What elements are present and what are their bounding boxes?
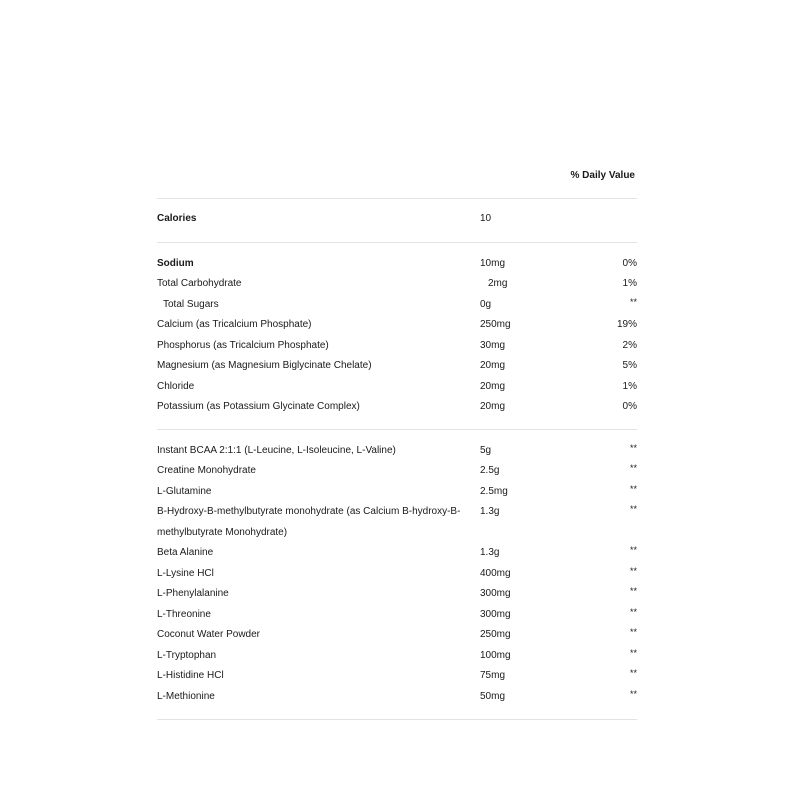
- nutrient-name: Total Carbohydrate: [157, 278, 242, 289]
- ingredient-row: [157, 482, 637, 503]
- ingredient-amount: 1.3g: [480, 547, 500, 558]
- nutrient-daily-value: 5%: [622, 360, 637, 371]
- nutrient-row: [157, 377, 637, 398]
- ingredient-daily-value: **: [629, 668, 637, 678]
- ingredient-row: [157, 543, 637, 564]
- ingredient-name: L-Threonine: [157, 608, 211, 620]
- nutrient-row: [157, 356, 637, 377]
- ingredient-amount: 5g: [480, 444, 492, 456]
- ingredient-row: [157, 687, 637, 708]
- supplement-facts-panel: [157, 166, 637, 720]
- nutrient-row: [157, 254, 637, 275]
- ingredient-row: [157, 605, 637, 626]
- ingredient-daily-value: **: [629, 545, 637, 555]
- ingredient-amount: 250mg: [480, 629, 511, 640]
- ingredient-amount: 100mg: [480, 649, 511, 661]
- ingredient-row: [157, 666, 637, 687]
- ingredient-daily-value: **: [629, 688, 637, 699]
- ingredient-daily-value: **: [629, 606, 637, 617]
- ingredient-name: L-Histidine HCl: [157, 670, 224, 681]
- ingredient-amount: 75mg: [480, 670, 506, 681]
- nutrient-amount: 20mg: [480, 401, 506, 412]
- divider: [157, 719, 637, 720]
- ingredient-name: Coconut Water Powder: [157, 629, 261, 640]
- nutrient-amount: 250mg: [480, 319, 511, 330]
- calories-row: [157, 209, 637, 230]
- nutrient-daily-value: 1%: [622, 380, 637, 392]
- nutrient-name: Magnesium (as Magnesium Biglycinate Chelate): [157, 360, 372, 371]
- nutrient-daily-value: 2%: [622, 339, 637, 351]
- ingredient-row: [157, 441, 637, 462]
- nutrient-amount: 2mg: [488, 278, 508, 289]
- nutrient-daily-value: 0%: [622, 401, 637, 412]
- ingredient-name: Creatine Monohydrate: [157, 465, 256, 476]
- nutrient-amount: 30mg: [480, 339, 506, 351]
- ingredient-name: Beta Alanine: [157, 547, 214, 558]
- ingredient-name: B-Hydroxy-B-methylbutyrate monohydrate (as Calcium B-hydroxy-B-methylbutyrate Monohydrate): [157, 506, 461, 538]
- ingredient-row: [157, 625, 637, 646]
- ingredient-name: L-Tryptophan: [157, 649, 217, 661]
- nutrient-name: Chloride: [157, 380, 195, 392]
- nutrient-row: [157, 397, 637, 418]
- ingredient-daily-value: **: [629, 442, 637, 453]
- ingredient-name: Instant BCAA 2:1:1 (L-Leucine, L-Isoleucine, L-Valine): [157, 444, 396, 456]
- ingredient-amount: 2.5g: [480, 465, 500, 476]
- ingredient-amount: 1.3g: [480, 506, 500, 517]
- ingredient-daily-value: **: [629, 647, 637, 658]
- nutrient-daily-value: **: [629, 296, 637, 307]
- nutrient-row: [157, 336, 637, 357]
- ingredient-row: [157, 461, 637, 482]
- nutrient-name: Sodium: [157, 257, 194, 269]
- nutrient-daily-value: 1%: [622, 278, 637, 289]
- ingredient-daily-value: **: [629, 586, 637, 596]
- ingredient-row: [157, 564, 637, 585]
- calories-label: Calories: [157, 213, 197, 224]
- ingredient-row: [157, 584, 637, 605]
- ingredient-name: L-Methionine: [157, 690, 215, 702]
- ingredient-daily-value: **: [629, 483, 637, 494]
- ingredient-amount: 2.5mg: [480, 485, 508, 497]
- nutrient-amount: 20mg: [480, 360, 506, 371]
- ingredient-row: [157, 502, 637, 543]
- nutrient-amount: 0g: [480, 298, 492, 310]
- nutrient-row: [157, 315, 637, 336]
- ingredient-name: L-Glutamine: [157, 485, 212, 497]
- nutrient-name: Calcium (as Tricalcium Phosphate): [157, 319, 312, 330]
- nutrient-daily-value: 19%: [616, 319, 637, 330]
- daily-value-header: % Daily Value: [570, 170, 635, 181]
- nutrient-amount: 10mg: [480, 257, 506, 269]
- ingredient-daily-value: **: [629, 504, 637, 514]
- nutrient-row: [157, 274, 637, 295]
- ingredient-daily-value: **: [629, 565, 637, 576]
- nutrient-row: [157, 295, 637, 316]
- nutrient-amount: 20mg: [480, 380, 506, 392]
- ingredient-amount: 50mg: [480, 690, 506, 702]
- ingredient-daily-value: **: [629, 627, 637, 637]
- ingredient-name: L-Phenylalanine: [157, 588, 229, 599]
- nutrients-section: [157, 243, 637, 429]
- ingredient-amount: 300mg: [480, 608, 511, 620]
- nutrient-name: Total Sugars: [163, 298, 219, 310]
- calories-amount: 10: [480, 213, 492, 224]
- ingredient-name: L-Lysine HCl: [157, 567, 214, 579]
- ingredient-daily-value: **: [629, 463, 637, 473]
- ingredient-amount: 300mg: [480, 588, 511, 599]
- nutrient-name: Potassium (as Potassium Glycinate Complex): [157, 401, 360, 412]
- ingredient-amount: 400mg: [480, 567, 511, 579]
- nutrient-name: Phosphorus (as Tricalcium Phosphate): [157, 339, 329, 351]
- nutrient-daily-value: 0%: [622, 257, 637, 269]
- ingredient-row: [157, 646, 637, 667]
- ingredients-section: [157, 430, 637, 720]
- calories-section: [157, 199, 637, 242]
